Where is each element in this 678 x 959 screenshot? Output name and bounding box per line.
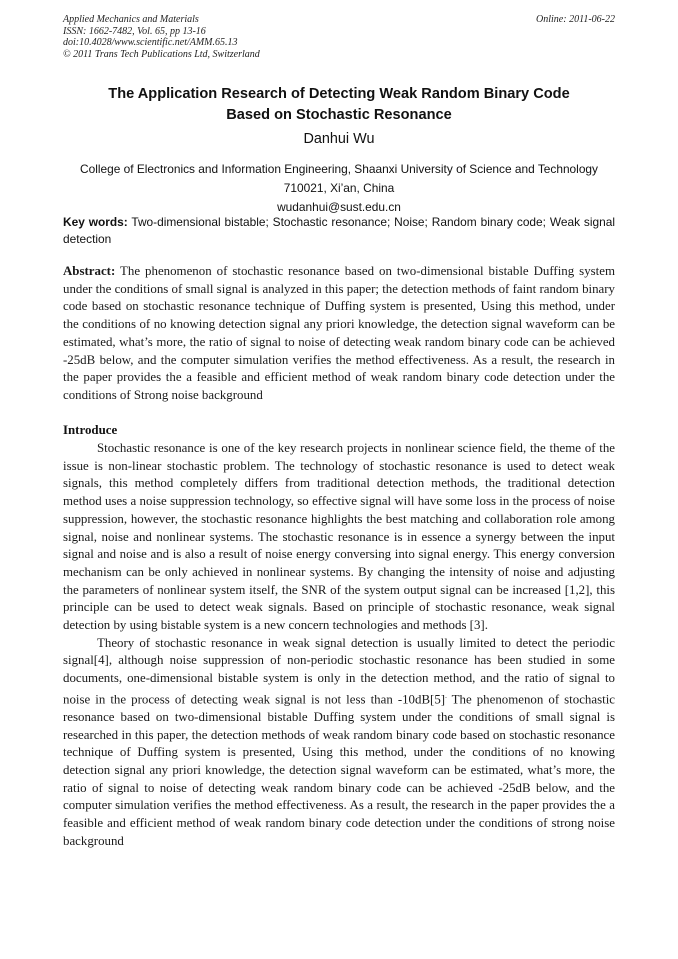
intro-paragraph-2: [63, 635, 615, 851]
keywords: [63, 214, 615, 248]
title-line-1: The Application Research of Detecting Weak Random Binary Code: [108, 86, 570, 102]
intro-paragraph-2b: The phenomenon of stochastic resonance based on two-dimensional bistable Duffing system under the conditions of small signal is researched in this paper, the detection methods of weak random binary code based on stochastic resonance technique of Duffing system is presented, Using this method, under the conditions of no knowing detection signal any priori knowledge, the detection signal waveform can be estimated, what’s more, the ratio of signal to noise of detecting weak random binary code can be achieved -25dB below, and the computer simulation verifies the method effectiveness. As a result, the research in the paper provides the a feasible and efficient method of weak random binary code detection under the conditions of strong noise background: [63, 692, 615, 848]
intro-paragraph-2a: Theory of stochastic resonance in weak signal detection is usually limited to detect the periodic signal[4], although noise suppression of non-periodic stochastic resonance has been studied in some documents, one-dimensional bistable system is only in the detection method, and the ratio of signal to noise in the process of detecting weak signal is not less than -10dB[5]: [63, 635, 615, 707]
abstract-text: The phenomenon of stochastic resonance based on two-dimensional bistable Duffing system under the conditions of small signal is analyzed in this paper; the detection methods of faint random binary code based on stochastic resonance technique of Duffing system is presented, Using this method, under the conditions of no knowing detection signal any priori knowledge, the detection signal waveform can be estimated, what’s more, the ratio of signal to noise of detecting weak random binary code can be achieved -25dB below, and the computer simulation verifies the method effectiveness. As a result, the research in the paper provides the a feasible and efficient method of weak random binary code detection under the conditions of Strong noise background: [63, 264, 615, 402]
affiliation-line-2: 710021, Xi’an, China: [283, 181, 395, 195]
abstract-label: Abstract:: [63, 264, 116, 278]
author-email: wudanhui@sust.edu.cn: [277, 200, 401, 214]
doi-line: doi:10.4028/www.scientific.net/AMM.65.13: [63, 37, 238, 48]
section-heading-introduce: Introduce: [63, 423, 118, 437]
affiliation: [63, 160, 615, 217]
issn-line: ISSN: 1662-7482, Vol. 65, pp 13-16: [63, 25, 206, 37]
intro-paragraph-2-sup: .: [445, 691, 447, 700]
intro-paragraph-1: Stochastic resonance is one of the key research projects in nonlinear science field, the theme of the issue is non-linear stochastic problem. The technology of stochastic resonance is used to detect weak signals, this method completely differs from traditional detection methods, the traditional detection method uses a noise suppression technology, so effective signal will have some loss in the process of noise suppression, however, the stochastic resonance highlights the best matching and collaboration role among signal, noise and nonlinear systems. The stochastic resonance is in essence a synergy between the input signal and noise and is also a result of noise energy conversing into signal energy. This energy conversion mechanism can be only achieved in nonlinear systems. By changing the intensity of noise and adjusting the parameters of nonlinear system itself, the SNR of the system output signal can be increased [1,2], this principle can be used to detect weak signals. Based on principle of stochastic resonance, weak signal detection by using bistable system is a new concern technologies and methods [3].: [63, 441, 615, 633]
copyright-line: © 2011 Trans Tech Publications Ltd, Switzerland: [63, 48, 260, 60]
keywords-text: Two-dimensional bistable; Stochastic resonance; Noise; Random binary code; Weak signal detection: [63, 215, 615, 246]
journal-name: Applied Mechanics and Materials: [63, 14, 199, 25]
affiliation-line-1: College of Electronics and Information Engineering, Shaanxi University of Science and Technology: [80, 162, 598, 176]
introduction-body: [63, 440, 615, 850]
title-line-2: Based on Stochastic Resonance: [226, 107, 452, 123]
online-date: Online: 2011-06-22: [536, 14, 615, 25]
paper-title: [63, 84, 615, 126]
author-name: Danhui Wu: [303, 131, 375, 147]
keywords-label: Key words:: [63, 215, 128, 229]
abstract: [63, 263, 615, 405]
journal-header: [63, 14, 615, 60]
